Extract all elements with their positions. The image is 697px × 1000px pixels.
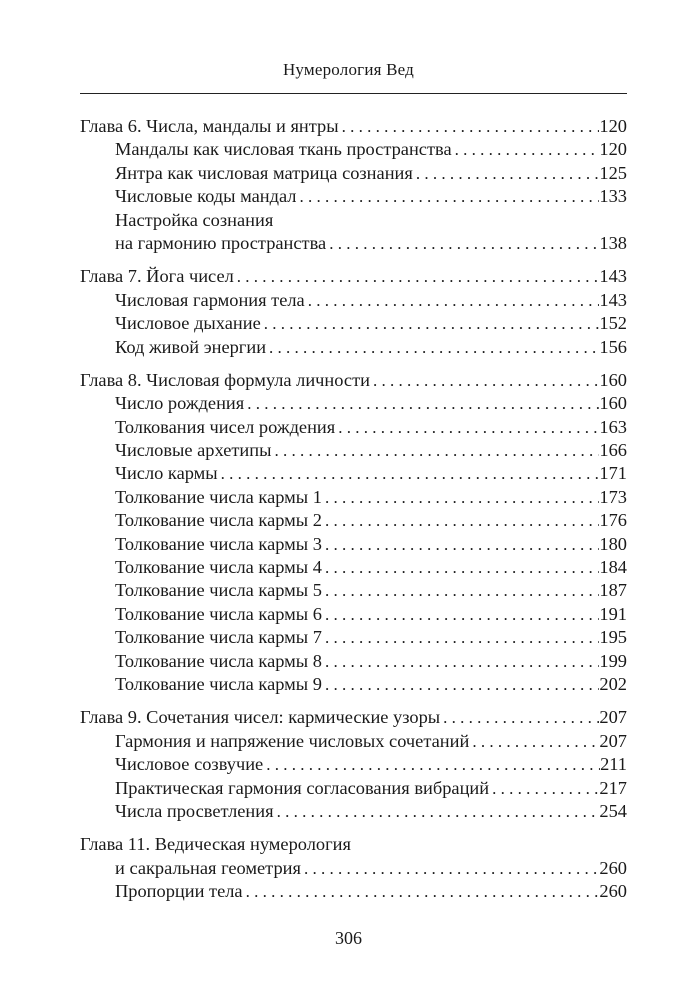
toc-section-entry — [80, 185, 627, 208]
toc-chapter-entry — [80, 369, 627, 392]
toc-leader-dots — [234, 265, 600, 288]
toc-leader-dots — [305, 289, 600, 312]
toc-section-entry — [80, 439, 627, 462]
toc-leader-dots — [261, 312, 600, 335]
toc-entry-title: Глава 6. Числа, мандалы и янтры — [80, 115, 339, 136]
toc-entry-page: 120 — [599, 115, 627, 136]
toc-section-entry — [80, 486, 627, 509]
toc-leader-dots — [322, 673, 599, 696]
toc-entry-title: Толкование числа кармы 6 — [115, 603, 322, 624]
toc-entry-page: 254 — [599, 800, 627, 821]
toc-entry-title: Число рождения — [115, 393, 245, 414]
toc-section-entry — [80, 753, 627, 776]
toc-entry-title: Толкование числа кармы 8 — [115, 650, 322, 671]
toc-section-entry — [80, 880, 627, 903]
toc-section-entry — [80, 556, 627, 579]
toc-entry-title: Толкование числа кармы 7 — [115, 627, 322, 648]
toc-chapter-block — [80, 265, 627, 359]
toc-entry-page: 211 — [600, 754, 627, 775]
toc-leader-dots — [440, 706, 599, 729]
toc-chapter-entry — [80, 265, 627, 288]
toc-entry-page: 217 — [599, 777, 627, 798]
toc-entry-title: Мандалы как числовая ткань пространства — [115, 139, 452, 160]
toc-entry-title: Числовая гармония тела — [115, 289, 305, 310]
toc-entry-title: Настройка сознания — [115, 209, 274, 230]
toc-leader-dots — [335, 416, 599, 439]
toc-entry-page: 173 — [599, 486, 627, 507]
toc-entry-title: Практическая гармония согласования вибраций — [115, 777, 490, 798]
toc-leader-dots — [243, 880, 600, 903]
toc-leader-dots — [322, 579, 599, 602]
toc-leader-dots — [322, 533, 599, 556]
toc-leader-dots — [274, 800, 600, 823]
toc-entry-title: Толкование числа кармы 3 — [115, 533, 322, 554]
toc-entry-page: 260 — [599, 881, 627, 902]
toc-entry-page: 180 — [599, 533, 627, 554]
toc-leader-dots — [244, 392, 599, 415]
toc-chapter-block — [80, 833, 627, 903]
toc-entry-title: Пропорции тела — [115, 881, 243, 902]
toc-leader-dots — [266, 336, 599, 359]
toc-section-entry — [80, 603, 627, 626]
toc-entry-title: Толкование числа кармы 2 — [115, 510, 322, 531]
toc-entry-title: Толкование числа кармы 5 — [115, 580, 322, 601]
toc-leader-dots — [296, 185, 599, 208]
toc-leader-dots — [469, 730, 599, 753]
toc-entry-page: 199 — [599, 650, 627, 671]
toc-chapter-block — [80, 369, 627, 696]
toc-entry-page: 195 — [599, 627, 627, 648]
toc-leader-dots — [322, 650, 599, 673]
toc-chapter-block — [80, 115, 627, 255]
toc-section-entry — [80, 392, 627, 415]
toc-entry-page: 133 — [599, 186, 627, 207]
toc-chapter-entry — [80, 115, 627, 138]
toc-section-entry — [80, 533, 627, 556]
toc-leader-dots — [489, 777, 599, 800]
toc-entry-title: Толкование числа кармы 4 — [115, 557, 322, 578]
toc-entry-title: Числовое дыхание — [115, 313, 261, 334]
toc-entry-title: Числовое созвучие — [115, 754, 264, 775]
table-of-contents — [80, 115, 627, 914]
toc-entry-page: 143 — [599, 266, 627, 287]
toc-section-entry — [80, 509, 627, 532]
toc-leader-dots — [218, 462, 600, 485]
toc-entry-title: Числа просветления — [115, 800, 274, 821]
toc-entry-page: 184 — [599, 557, 627, 578]
toc-entry-title: Глава 7. Йога чисел — [80, 266, 234, 287]
toc-leader-dots — [322, 509, 599, 532]
toc-chapter-block — [80, 706, 627, 823]
toc-entry-page: 163 — [599, 416, 627, 437]
toc-entry-page: 176 — [599, 510, 627, 531]
toc-section-entry — [80, 857, 627, 880]
toc-leader-dots — [271, 439, 599, 462]
toc-entry-page: 138 — [599, 232, 627, 253]
toc-leader-dots — [322, 556, 599, 579]
toc-leader-dots — [263, 753, 600, 776]
toc-section-entry — [80, 312, 627, 335]
toc-leader-dots — [322, 486, 599, 509]
toc-chapter-entry — [80, 833, 627, 856]
toc-entry-page: 125 — [599, 162, 627, 183]
toc-leader-dots — [301, 857, 599, 880]
toc-section-entry — [80, 289, 627, 312]
toc-section-entry — [80, 673, 627, 696]
toc-leader-dots — [339, 115, 600, 138]
running-head: Нумерология Вед — [282, 60, 415, 79]
toc-entry-title: и сакральная геометрия — [115, 857, 301, 878]
toc-section-entry — [80, 730, 627, 753]
toc-entry-title: Толкование числа кармы 1 — [115, 486, 322, 507]
toc-entry-page: 187 — [599, 580, 627, 601]
toc-entry-page: 191 — [599, 603, 627, 624]
toc-chapter-entry — [80, 706, 627, 729]
toc-entry-title: Число кармы — [115, 463, 218, 484]
toc-entry-page: 207 — [599, 707, 627, 728]
toc-entry-title: Код живой энергии — [115, 336, 267, 357]
toc-entry-title: на гармонию пространства — [115, 232, 327, 253]
toc-section-entry — [80, 650, 627, 673]
toc-section-entry — [80, 579, 627, 602]
page-number: 306 — [335, 928, 362, 948]
toc-entry-title: Числовые архетипы — [115, 440, 272, 461]
toc-section-entry — [80, 232, 627, 255]
toc-entry-title: Янтра как числовая матрица сознания — [115, 162, 413, 183]
toc-leader-dots — [322, 626, 599, 649]
toc-section-entry — [80, 162, 627, 185]
toc-leader-dots — [370, 369, 599, 392]
toc-entry-title: Числовые коды мандал — [115, 186, 297, 207]
toc-entry-page: 207 — [599, 730, 627, 751]
header-rule — [80, 93, 627, 94]
toc-entry-page: 143 — [599, 289, 627, 310]
toc-entry-page: 171 — [599, 463, 627, 484]
toc-section-entry — [80, 462, 627, 485]
toc-section-entry — [80, 777, 627, 800]
toc-section-entry — [80, 800, 627, 823]
toc-entry-title: Глава 8. Числовая формула личности — [80, 369, 370, 390]
toc-section-entry — [80, 336, 627, 359]
toc-entry-page: 166 — [599, 440, 627, 461]
toc-entry-title: Толкования чисел рождения — [115, 416, 336, 437]
toc-section-entry — [80, 626, 627, 649]
toc-entry-title: Толкование числа кармы 9 — [115, 673, 322, 694]
toc-entry-title: Гармония и напряжение числовых сочетаний — [115, 730, 470, 751]
toc-entry-page: 120 — [599, 139, 627, 160]
toc-entry-title: Глава 9. Сочетания чисел: кармические узоры — [80, 707, 441, 728]
toc-leader-dots — [452, 138, 600, 161]
toc-entry-page: 202 — [599, 673, 627, 694]
toc-section-entry — [80, 416, 627, 439]
toc-entry-title: Глава 11. Ведическая нумерология — [80, 834, 351, 855]
toc-leader-dots — [413, 162, 600, 185]
toc-leader-dots — [326, 232, 599, 255]
toc-entry-page: 156 — [599, 336, 627, 357]
toc-entry-page: 160 — [599, 369, 627, 390]
toc-section-entry — [80, 209, 627, 232]
toc-entry-page: 152 — [599, 313, 627, 334]
toc-leader-dots — [322, 603, 599, 626]
toc-section-entry — [80, 138, 627, 161]
toc-entry-page: 260 — [599, 857, 627, 878]
toc-entry-page: 160 — [599, 393, 627, 414]
